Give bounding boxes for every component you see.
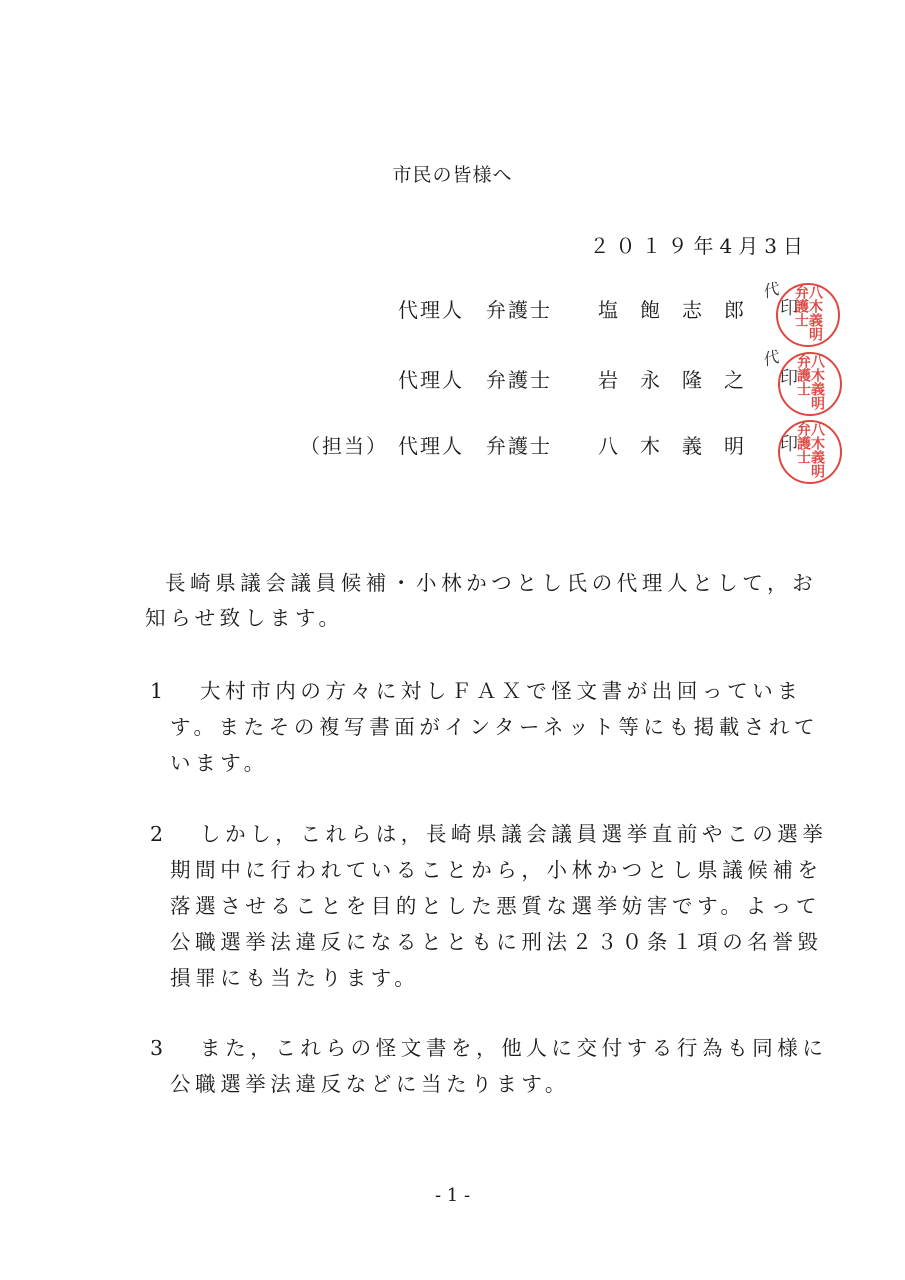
stamp-mark: 印 <box>780 434 798 455</box>
list-item <box>150 673 840 781</box>
signer-name: 八木義明 <box>598 434 766 458</box>
item-number: 3 <box>150 1036 168 1060</box>
proxy-note: 代 <box>760 279 781 302</box>
signer-row <box>0 430 905 470</box>
signer-role-agent: 代理人 <box>398 298 464 322</box>
signer-name: 塩飽志郎 <box>598 298 766 322</box>
signer-in-charge-label: （担当） <box>300 434 388 458</box>
document-date: ２０１９年4月3日 <box>589 234 809 258</box>
item-number: 2 <box>150 822 168 846</box>
seal-stamp-icon <box>778 420 842 484</box>
stamp-mark: 印 <box>780 298 798 319</box>
list-item <box>150 1030 840 1102</box>
signer-row <box>0 364 905 404</box>
list-item <box>150 816 840 996</box>
item-text: 大村市内の方々に対しＦＡＸで怪文書が出回っています。またその複写書面がインターネット等にも掲載されています。 <box>170 679 820 775</box>
signer-role-lawyer: 弁護士 <box>486 298 552 322</box>
seal-stamp-text: 八木義明弁護士 <box>795 354 825 410</box>
signer-role-agent: 代理人 <box>398 434 464 458</box>
seal-stamp-text: 八木義明弁護士 <box>795 422 825 478</box>
document-title: 市民の皆様へ <box>392 164 513 186</box>
page-number: - 1 - <box>434 1185 471 1206</box>
signer-role-lawyer: 弁護士 <box>486 368 552 392</box>
seal-stamp-icon <box>776 283 840 347</box>
seal-stamp-text: 八木義明弁護士 <box>793 285 823 341</box>
item-text: しかし，これらは，長崎県議会議員選挙直前やこの選挙期間中に行われていることから，小林かつとし県議候補を落選させることを目的とした悪質な選挙妨害です。よって公職選挙法違反になるとともに刑法２３０条１項の名誉毀損罪にも当たります。 <box>170 822 828 990</box>
intro-paragraph: 長崎県議会議員候補・小林かつとし氏の代理人として，お知らせ致します。 <box>145 571 818 630</box>
seal-stamp-icon <box>778 352 842 416</box>
item-text: また，これらの怪文書を，他人に交付する行為も同様に公職選挙法違反などに当たります。 <box>170 1036 828 1096</box>
stamp-mark: 印 <box>780 368 798 389</box>
signer-role-agent: 代理人 <box>398 368 464 392</box>
signer-role-lawyer: 弁護士 <box>486 434 552 458</box>
item-number: 1 <box>150 679 168 703</box>
proxy-note: 代 <box>760 347 781 370</box>
signer-name: 岩永隆之 <box>598 368 766 392</box>
